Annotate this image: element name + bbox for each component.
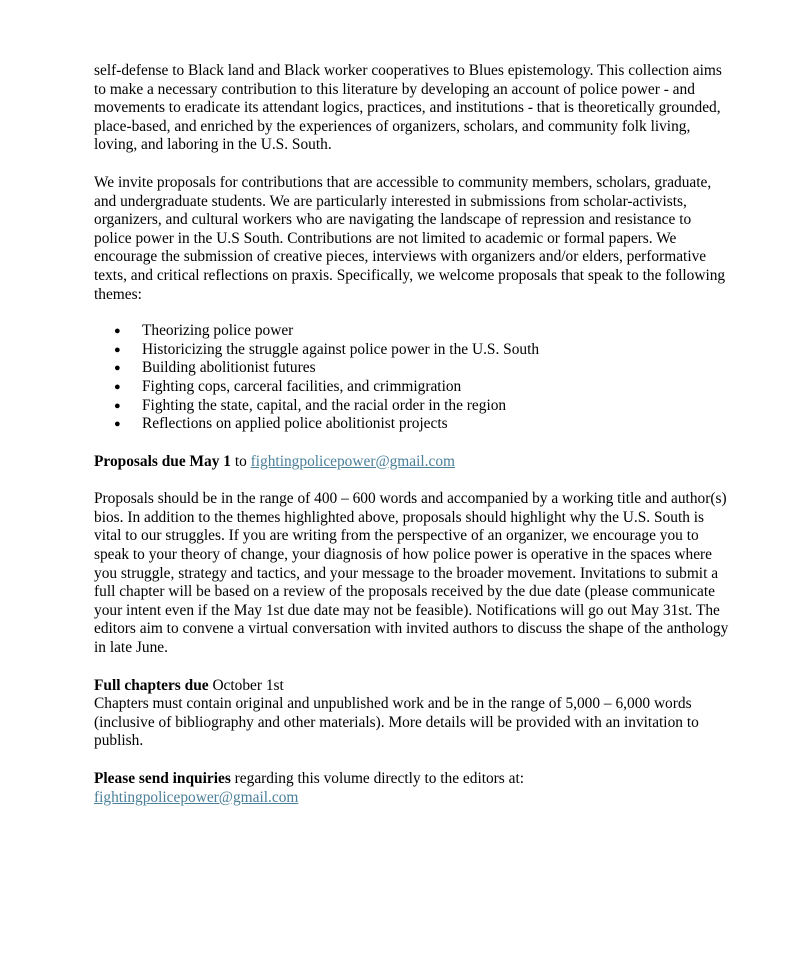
invite-paragraph: We invite proposals for contributions that are accessible to community members, scholars, graduate, and undergraduate students. We are particularly interested in submissions from scholar-activists, organizers, and cultural workers who are navigating the landscape of repression and resistance to police power in the U.S South. Contributions are not limited to academic or formal papers. We encourage the submission of creative pieces, interviews with organizers and/or elders, performative texts, and critical reflections on praxis. Specifically, we welcome proposals that speak to the following themes:	[94, 173, 726, 303]
theme-text: Historicizing the struggle against police power in the U.S. South	[142, 340, 540, 358]
inquiries-email-line	[94, 789, 731, 808]
bullet-icon: ●	[114, 418, 121, 431]
list-item	[114, 359, 731, 378]
themes-list	[94, 322, 731, 434]
list-item	[114, 397, 731, 416]
list-item	[114, 322, 731, 341]
bullet-icon: ●	[114, 399, 121, 412]
inquiries-line	[94, 770, 731, 789]
proposals-email-link[interactable]: fightingpolicepower@gmail.com	[250, 452, 456, 470]
bullet-icon: ●	[114, 362, 121, 375]
theme-text: Theorizing police power	[142, 322, 294, 340]
theme-text: Fighting the state, capital, and the racial order in the region	[142, 396, 507, 414]
theme-text: Reflections on applied police abolitionist projects	[142, 415, 448, 433]
proposals-due-heading: Proposals due May 1	[94, 452, 231, 470]
list-item	[114, 341, 731, 360]
full-chapters-heading: Full chapters due	[94, 676, 209, 694]
full-chapters-date: October 1st	[208, 676, 284, 694]
list-item	[114, 378, 731, 397]
list-item	[114, 415, 731, 434]
bullet-icon: ●	[114, 380, 121, 393]
inquiries-text: regarding this volume directly to the editors at:	[230, 770, 525, 787]
full-chapters-paragraph: Chapters must contain original and unpublished work and be in the range of 5,000 – 6,000 words (inclusive of bibliography and other materials). More details will be provided with an invitation to publish.	[94, 695, 699, 750]
bullet-icon: ●	[114, 325, 121, 338]
proposals-due-connector: to	[230, 452, 251, 470]
bullet-icon: ●	[114, 343, 121, 356]
theme-text: Building abolitionist futures	[142, 359, 316, 377]
proposals-paragraph: Proposals should be in the range of 400 – 600 words and accompanied by a working title and author(s) bios. In addition to the themes highlighted above, proposals should highlight why the U.S. South is vital to our struggles. If you are writing from the perspective of an organizer, we encourage you to speak to your theory of change, your diagnosis of how police power is operative in the spaces where you struggle, strategy and tactics, and your message to the broader movement. Invitations to submit a full chapter will be based on a review of the proposals received by the due date (please communicate your intent even if the May 1st due date may not be feasible). Notifications will go out May 31st. The editors aim to convene a virtual conversation with invited authors to discuss the shape of the anthology in late June.	[94, 490, 729, 657]
intro-paragraph: self-defense to Black land and Black worker cooperatives to Blues epistemology. This collection aims to make a necessary contribution to this literature by developing an account of police power - and movements to eradicate its attendant logics, practices, and institutions - that is theoretically grounded, place-based, and enriched by the experiences of organizers, scholars, and community folk living, loving, and laboring in the U.S. South.	[94, 62, 722, 154]
proposals-due-line	[94, 453, 731, 472]
inquiries-email-link[interactable]: fightingpolicepower@gmail.com	[94, 788, 299, 806]
full-chapters-line	[94, 677, 731, 696]
theme-text: Fighting cops, carceral facilities, and crimmigration	[142, 377, 462, 395]
inquiries-heading: Please send inquiries	[94, 770, 231, 787]
